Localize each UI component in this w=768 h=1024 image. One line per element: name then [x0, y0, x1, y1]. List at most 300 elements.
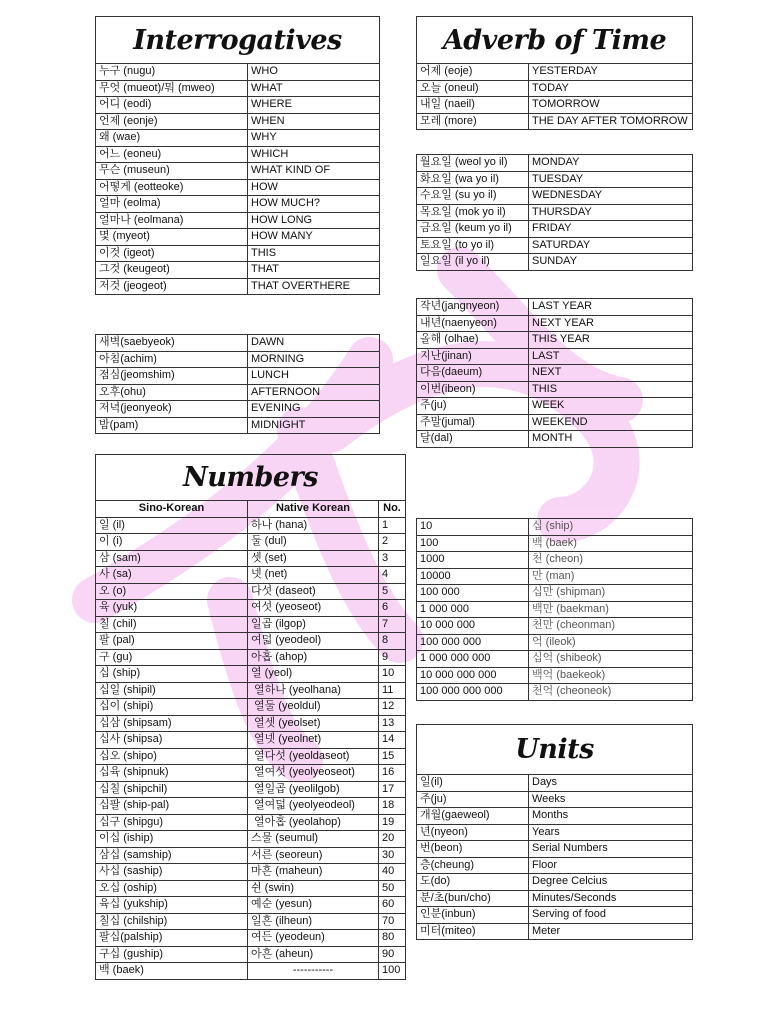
sino-korean-cell: 일 (il): [96, 517, 248, 534]
sino-korean-cell: 육 (yuk): [96, 600, 248, 617]
number-cell: 90: [379, 946, 406, 963]
term-cell: 얼마나 (eolmana): [96, 212, 248, 229]
meaning-cell: WEEK: [529, 398, 693, 415]
table-row: [96, 765, 406, 782]
table-row: [417, 254, 693, 271]
table-row: [96, 748, 406, 765]
term-cell: 100: [417, 535, 529, 552]
table-row: [417, 568, 693, 585]
native-korean-cell: 아흔 (aheun): [248, 946, 379, 963]
table-row: [417, 221, 693, 238]
sino-korean-cell: 팔 (pal): [96, 633, 248, 650]
sino-korean-cell: 삼 (sam): [96, 550, 248, 567]
number-cell: 11: [379, 682, 406, 699]
table-row: [96, 930, 406, 947]
number-cell: 10: [379, 666, 406, 683]
number-cell: 100: [379, 963, 406, 980]
number-cell: 40: [379, 864, 406, 881]
meaning-cell: TOMORROW: [529, 97, 693, 114]
term-cell: 년(nyeon): [417, 824, 529, 841]
number-cell: 19: [379, 814, 406, 831]
table-row: [417, 890, 693, 907]
term-cell: 몇 (myeot): [96, 229, 248, 246]
native-korean-cell: 열여덟 (yeolyeodeol): [248, 798, 379, 815]
number-cell: 13: [379, 715, 406, 732]
table-row: [96, 196, 380, 213]
table-row: [417, 64, 693, 81]
meaning-cell: WHICH: [248, 146, 380, 163]
number-cell: 5: [379, 583, 406, 600]
meaning-cell: FRIDAY: [529, 221, 693, 238]
table-row: [96, 401, 380, 418]
table-row: [417, 97, 693, 114]
term-cell: 층(cheung): [417, 857, 529, 874]
sino-korean-cell: 구십 (guship): [96, 946, 248, 963]
number-cell: 9: [379, 649, 406, 666]
term-cell: 그것 (keugeot): [96, 262, 248, 279]
table-row: [417, 171, 693, 188]
meaning-cell: NEXT: [529, 365, 693, 382]
term-cell: 얼마 (eolma): [96, 196, 248, 213]
number-cell: 6: [379, 600, 406, 617]
native-korean-cell: 열셋 (yeolset): [248, 715, 379, 732]
table-row: [417, 381, 693, 398]
term-cell: 아침(achim): [96, 351, 248, 368]
table-row: [417, 398, 693, 415]
term-cell: 어제 (eoje): [417, 64, 529, 81]
units-table: [416, 774, 693, 940]
table-row: [96, 616, 406, 633]
numbers-header-row: [96, 501, 406, 518]
native-korean-cell: 열둘 (yeoldul): [248, 699, 379, 716]
table-row: [417, 80, 693, 97]
term-cell: 목요일 (mok yo il): [417, 204, 529, 221]
table-row: [417, 113, 693, 130]
term-cell: 저녁(jeonyeok): [96, 401, 248, 418]
term-cell: 100 000 000 000: [417, 684, 529, 701]
table-row: [417, 315, 693, 332]
term-cell: 올해 (olhae): [417, 332, 529, 349]
numbers-table: [95, 500, 406, 980]
term-cell: 번(beon): [417, 841, 529, 858]
meaning-cell: NEXT YEAR: [529, 315, 693, 332]
term-cell: 내년(naenyeon): [417, 315, 529, 332]
meaning-cell: WHY: [248, 130, 380, 147]
table-row: [417, 684, 693, 701]
table-row: [417, 155, 693, 172]
table-row: [96, 229, 380, 246]
table-row: [96, 649, 406, 666]
number-cell: 1: [379, 517, 406, 534]
table-row: [417, 552, 693, 569]
number-cell: 20: [379, 831, 406, 848]
number-cell: 12: [379, 699, 406, 716]
table-row: [417, 634, 693, 651]
table-row: [417, 651, 693, 668]
meaning-cell: 백억 (baekeok): [529, 667, 693, 684]
native-korean-cell: 여덟 (yeodeol): [248, 633, 379, 650]
term-cell: 왜 (wae): [96, 130, 248, 147]
sino-korean-cell: 구 (gu): [96, 649, 248, 666]
table-row: [96, 864, 406, 881]
table-row: [96, 384, 380, 401]
sino-korean-cell: 십 (ship): [96, 666, 248, 683]
table-row: [417, 519, 693, 536]
sino-korean-cell: 십구 (shipgu): [96, 814, 248, 831]
table-row: [96, 913, 406, 930]
native-korean-cell: 열다섯 (yeoldaseot): [248, 748, 379, 765]
table-row: [96, 715, 406, 732]
native-korean-cell: 마흔 (maheun): [248, 864, 379, 881]
table-row: [417, 923, 693, 940]
table-row: [96, 600, 406, 617]
table-row: [96, 633, 406, 650]
meaning-cell: THIS YEAR: [529, 332, 693, 349]
term-cell: 오후(ohu): [96, 384, 248, 401]
sino-korean-cell: 십칠 (shipchil): [96, 781, 248, 798]
term-cell: 내일 (naeil): [417, 97, 529, 114]
term-cell: 화요일 (wa yo il): [417, 171, 529, 188]
number-cell: 14: [379, 732, 406, 749]
interrogatives-table: [95, 63, 380, 295]
table-row: [417, 841, 693, 858]
table-row: [417, 775, 693, 792]
native-korean-cell: 일곱 (ilgop): [248, 616, 379, 633]
table-row: [96, 847, 406, 864]
native-korean-cell: 예순 (yesun): [248, 897, 379, 914]
meaning-cell: THE DAY AFTER TOMORROW: [529, 113, 693, 130]
meaning-cell: HOW LONG: [248, 212, 380, 229]
meaning-cell: HOW: [248, 179, 380, 196]
term-cell: 지난(jinan): [417, 348, 529, 365]
term-cell: 밤(pam): [96, 417, 248, 434]
meaning-cell: LUNCH: [248, 368, 380, 385]
table-row: [417, 618, 693, 635]
table-row: [417, 824, 693, 841]
number-cell: 70: [379, 913, 406, 930]
term-cell: 무엇 (mueot)/뭐 (mweo): [96, 80, 248, 97]
meaning-cell: Months: [529, 808, 693, 825]
native-korean-cell: 넷 (net): [248, 567, 379, 584]
table-row: [96, 666, 406, 683]
term-cell: 다음(daeum): [417, 365, 529, 382]
table-row: [417, 188, 693, 205]
table-row: [96, 534, 406, 551]
number-cell: 15: [379, 748, 406, 765]
meaning-cell: LAST YEAR: [529, 299, 693, 316]
term-cell: 누구 (nugu): [96, 64, 248, 81]
table-row: [96, 163, 380, 180]
sino-korean-cell: 삼십 (samship): [96, 847, 248, 864]
term-cell: 10 000 000 000: [417, 667, 529, 684]
table-row: [96, 212, 380, 229]
meaning-cell: 천억 (cheoneok): [529, 684, 693, 701]
number-cell: 30: [379, 847, 406, 864]
sino-korean-cell: 십팔 (ship-pal): [96, 798, 248, 815]
table-row: [96, 97, 380, 114]
table-row: [96, 245, 380, 262]
table-row: [417, 601, 693, 618]
meaning-cell: AFTERNOON: [248, 384, 380, 401]
table-row: [96, 417, 380, 434]
term-cell: 달(dal): [417, 431, 529, 448]
native-korean-cell: 일흔 (ilheun): [248, 913, 379, 930]
meaning-cell: YESTERDAY: [529, 64, 693, 81]
table-row: [96, 781, 406, 798]
meaning-cell: Weeks: [529, 791, 693, 808]
number-cell: 50: [379, 880, 406, 897]
header-sino-korean: Sino-Korean: [96, 501, 248, 518]
term-cell: 모레 (more): [417, 113, 529, 130]
number-cell: 18: [379, 798, 406, 815]
table-row: [96, 262, 380, 279]
adverb-of-time-title: Adverb of Time: [416, 16, 693, 64]
sino-korean-cell: 칠 (chil): [96, 616, 248, 633]
meaning-cell: Floor: [529, 857, 693, 874]
meaning-cell: SUNDAY: [529, 254, 693, 271]
meaning-cell: 백 (baek): [529, 535, 693, 552]
table-row: [417, 907, 693, 924]
meaning-cell: THIS: [248, 245, 380, 262]
term-cell: 주(ju): [417, 791, 529, 808]
term-cell: 주말(jumal): [417, 414, 529, 431]
meaning-cell: TUESDAY: [529, 171, 693, 188]
table-row: [96, 963, 406, 980]
sino-korean-cell: 팔십(palship): [96, 930, 248, 947]
table-row: [417, 237, 693, 254]
sino-korean-cell: 십이 (shipi): [96, 699, 248, 716]
sino-korean-cell: 십일 (shipil): [96, 682, 248, 699]
term-cell: 오늘 (oneul): [417, 80, 529, 97]
term-cell: 1 000 000 000: [417, 651, 529, 668]
native-korean-cell: 서른 (seoreun): [248, 847, 379, 864]
adverb-of-time-table: [416, 63, 693, 130]
term-cell: 작년(jangnyeon): [417, 299, 529, 316]
native-korean-cell: 여든 (yeodeun): [248, 930, 379, 947]
term-cell: 새벽(saebyeok): [96, 335, 248, 352]
number-cell: 7: [379, 616, 406, 633]
meaning-cell: LAST: [529, 348, 693, 365]
term-cell: 월요일 (weol yo il): [417, 155, 529, 172]
native-korean-cell: 둘 (dul): [248, 534, 379, 551]
table-row: [417, 204, 693, 221]
sino-korean-cell: 이십 (iship): [96, 831, 248, 848]
table-row: [96, 814, 406, 831]
number-cell: 4: [379, 567, 406, 584]
meaning-cell: MIDNIGHT: [248, 417, 380, 434]
meaning-cell: HOW MUCH?: [248, 196, 380, 213]
sino-korean-cell: 십육 (shipnuk): [96, 765, 248, 782]
meaning-cell: Days: [529, 775, 693, 792]
term-cell: 점심(jeomshim): [96, 368, 248, 385]
term-cell: 금요일 (keum yo il): [417, 221, 529, 238]
table-row: [417, 431, 693, 448]
times-of-day-table: [95, 334, 380, 434]
term-cell: 100 000: [417, 585, 529, 602]
table-row: [96, 517, 406, 534]
number-cell: 60: [379, 897, 406, 914]
term-cell: 토요일 (to yo il): [417, 237, 529, 254]
meaning-cell: THIS: [529, 381, 693, 398]
table-row: [96, 550, 406, 567]
term-cell: 인분(inbun): [417, 907, 529, 924]
sino-korean-cell: 십오 (shipo): [96, 748, 248, 765]
table-row: [417, 535, 693, 552]
term-cell: 저것 (jeogeot): [96, 278, 248, 295]
meaning-cell: DAWN: [248, 335, 380, 352]
number-cell: 3: [379, 550, 406, 567]
meaning-cell: MORNING: [248, 351, 380, 368]
native-korean-cell: 스물 (seumul): [248, 831, 379, 848]
meaning-cell: WHO: [248, 64, 380, 81]
header-native-korean: Native Korean: [248, 501, 379, 518]
term-cell: 어느 (eoneu): [96, 146, 248, 163]
table-row: [417, 808, 693, 825]
table-row: [96, 113, 380, 130]
table-row: [417, 857, 693, 874]
table-row: [417, 332, 693, 349]
table-row: [96, 897, 406, 914]
native-korean-cell: -----------: [248, 963, 379, 980]
table-row: [96, 682, 406, 699]
native-korean-cell: 열 (yeol): [248, 666, 379, 683]
table-row: [96, 335, 380, 352]
header-number: No.: [379, 501, 406, 518]
number-cell: 17: [379, 781, 406, 798]
units-title: Units: [416, 724, 693, 775]
table-row: [96, 798, 406, 815]
meaning-cell: TODAY: [529, 80, 693, 97]
native-korean-cell: 여섯 (yeoseot): [248, 600, 379, 617]
meaning-cell: Meter: [529, 923, 693, 940]
term-cell: 어디 (eodi): [96, 97, 248, 114]
term-cell: 100 000 000: [417, 634, 529, 651]
native-korean-cell: 하나 (hana): [248, 517, 379, 534]
table-row: [96, 583, 406, 600]
native-korean-cell: 열여섯 (yeolyeoseot): [248, 765, 379, 782]
meaning-cell: MONTH: [529, 431, 693, 448]
meaning-cell: Years: [529, 824, 693, 841]
table-row: [417, 585, 693, 602]
number-cell: 16: [379, 765, 406, 782]
term-cell: 어떻게 (eotteoke): [96, 179, 248, 196]
table-row: [96, 351, 380, 368]
meaning-cell: WHEN: [248, 113, 380, 130]
sino-korean-cell: 칠십 (chilship): [96, 913, 248, 930]
sino-korean-cell: 사 (sa): [96, 567, 248, 584]
table-row: [96, 699, 406, 716]
meaning-cell: 천 (cheon): [529, 552, 693, 569]
table-row: [417, 365, 693, 382]
term-cell: 미터(miteo): [417, 923, 529, 940]
meaning-cell: WHAT KIND OF: [248, 163, 380, 180]
meaning-cell: 십만 (shipman): [529, 585, 693, 602]
term-cell: 개월(gaeweol): [417, 808, 529, 825]
table-row: [96, 880, 406, 897]
table-row: [96, 567, 406, 584]
term-cell: 도(do): [417, 874, 529, 891]
meaning-cell: 천만 (cheonman): [529, 618, 693, 635]
sino-korean-cell: 오십 (oship): [96, 880, 248, 897]
table-row: [96, 64, 380, 81]
number-cell: 8: [379, 633, 406, 650]
periods-table: [416, 298, 693, 448]
native-korean-cell: 쉰 (swin): [248, 880, 379, 897]
meaning-cell: WHERE: [248, 97, 380, 114]
meaning-cell: SATURDAY: [529, 237, 693, 254]
meaning-cell: WEDNESDAY: [529, 188, 693, 205]
sino-korean-cell: 백 (baek): [96, 963, 248, 980]
sino-korean-cell: 십삼 (shipsam): [96, 715, 248, 732]
meaning-cell: Degree Celcius: [529, 874, 693, 891]
meaning-cell: THAT OVERTHERE: [248, 278, 380, 295]
meaning-cell: Minutes/Seconds: [529, 890, 693, 907]
term-cell: 10 000 000: [417, 618, 529, 635]
meaning-cell: EVENING: [248, 401, 380, 418]
meaning-cell: 백만 (baekman): [529, 601, 693, 618]
term-cell: 무슨 (museun): [96, 163, 248, 180]
native-korean-cell: 아홉 (ahop): [248, 649, 379, 666]
table-row: [417, 348, 693, 365]
table-row: [96, 146, 380, 163]
meaning-cell: 십 (ship): [529, 519, 693, 536]
numbers-title: Numbers: [95, 454, 406, 501]
interrogatives-title: Interrogatives: [95, 16, 380, 64]
term-cell: 주(ju): [417, 398, 529, 415]
sino-korean-cell: 이 (i): [96, 534, 248, 551]
meaning-cell: Serving of food: [529, 907, 693, 924]
table-row: [96, 831, 406, 848]
meaning-cell: 억 (ileok): [529, 634, 693, 651]
meaning-cell: 만 (man): [529, 568, 693, 585]
table-row: [417, 874, 693, 891]
sino-korean-cell: 십사 (shipsa): [96, 732, 248, 749]
term-cell: 이번(ibeon): [417, 381, 529, 398]
meaning-cell: HOW MANY: [248, 229, 380, 246]
native-korean-cell: 열넷 (yeolnet): [248, 732, 379, 749]
table-row: [96, 368, 380, 385]
term-cell: 일요일 (il yo il): [417, 254, 529, 271]
term-cell: 일(il): [417, 775, 529, 792]
meaning-cell: WHAT: [248, 80, 380, 97]
term-cell: 1000: [417, 552, 529, 569]
sino-korean-cell: 오 (o): [96, 583, 248, 600]
native-korean-cell: 셋 (set): [248, 550, 379, 567]
weekdays-table: [416, 154, 693, 271]
table-row: [417, 667, 693, 684]
meaning-cell: WEEKEND: [529, 414, 693, 431]
table-row: [417, 414, 693, 431]
table-row: [96, 179, 380, 196]
term-cell: 이것 (igeot): [96, 245, 248, 262]
term-cell: 10: [417, 519, 529, 536]
number-cell: 2: [379, 534, 406, 551]
term-cell: 10000: [417, 568, 529, 585]
term-cell: 언제 (eonje): [96, 113, 248, 130]
native-korean-cell: 열아홉 (yeolahop): [248, 814, 379, 831]
meaning-cell: THURSDAY: [529, 204, 693, 221]
term-cell: 수요일 (su yo il): [417, 188, 529, 205]
table-row: [417, 299, 693, 316]
term-cell: 분/초(bun/cho): [417, 890, 529, 907]
table-row: [96, 130, 380, 147]
meaning-cell: MONDAY: [529, 155, 693, 172]
table-row: [417, 791, 693, 808]
meaning-cell: THAT: [248, 262, 380, 279]
native-korean-cell: 열일곱 (yeolilgob): [248, 781, 379, 798]
table-row: [96, 946, 406, 963]
native-korean-cell: 다섯 (daseot): [248, 583, 379, 600]
